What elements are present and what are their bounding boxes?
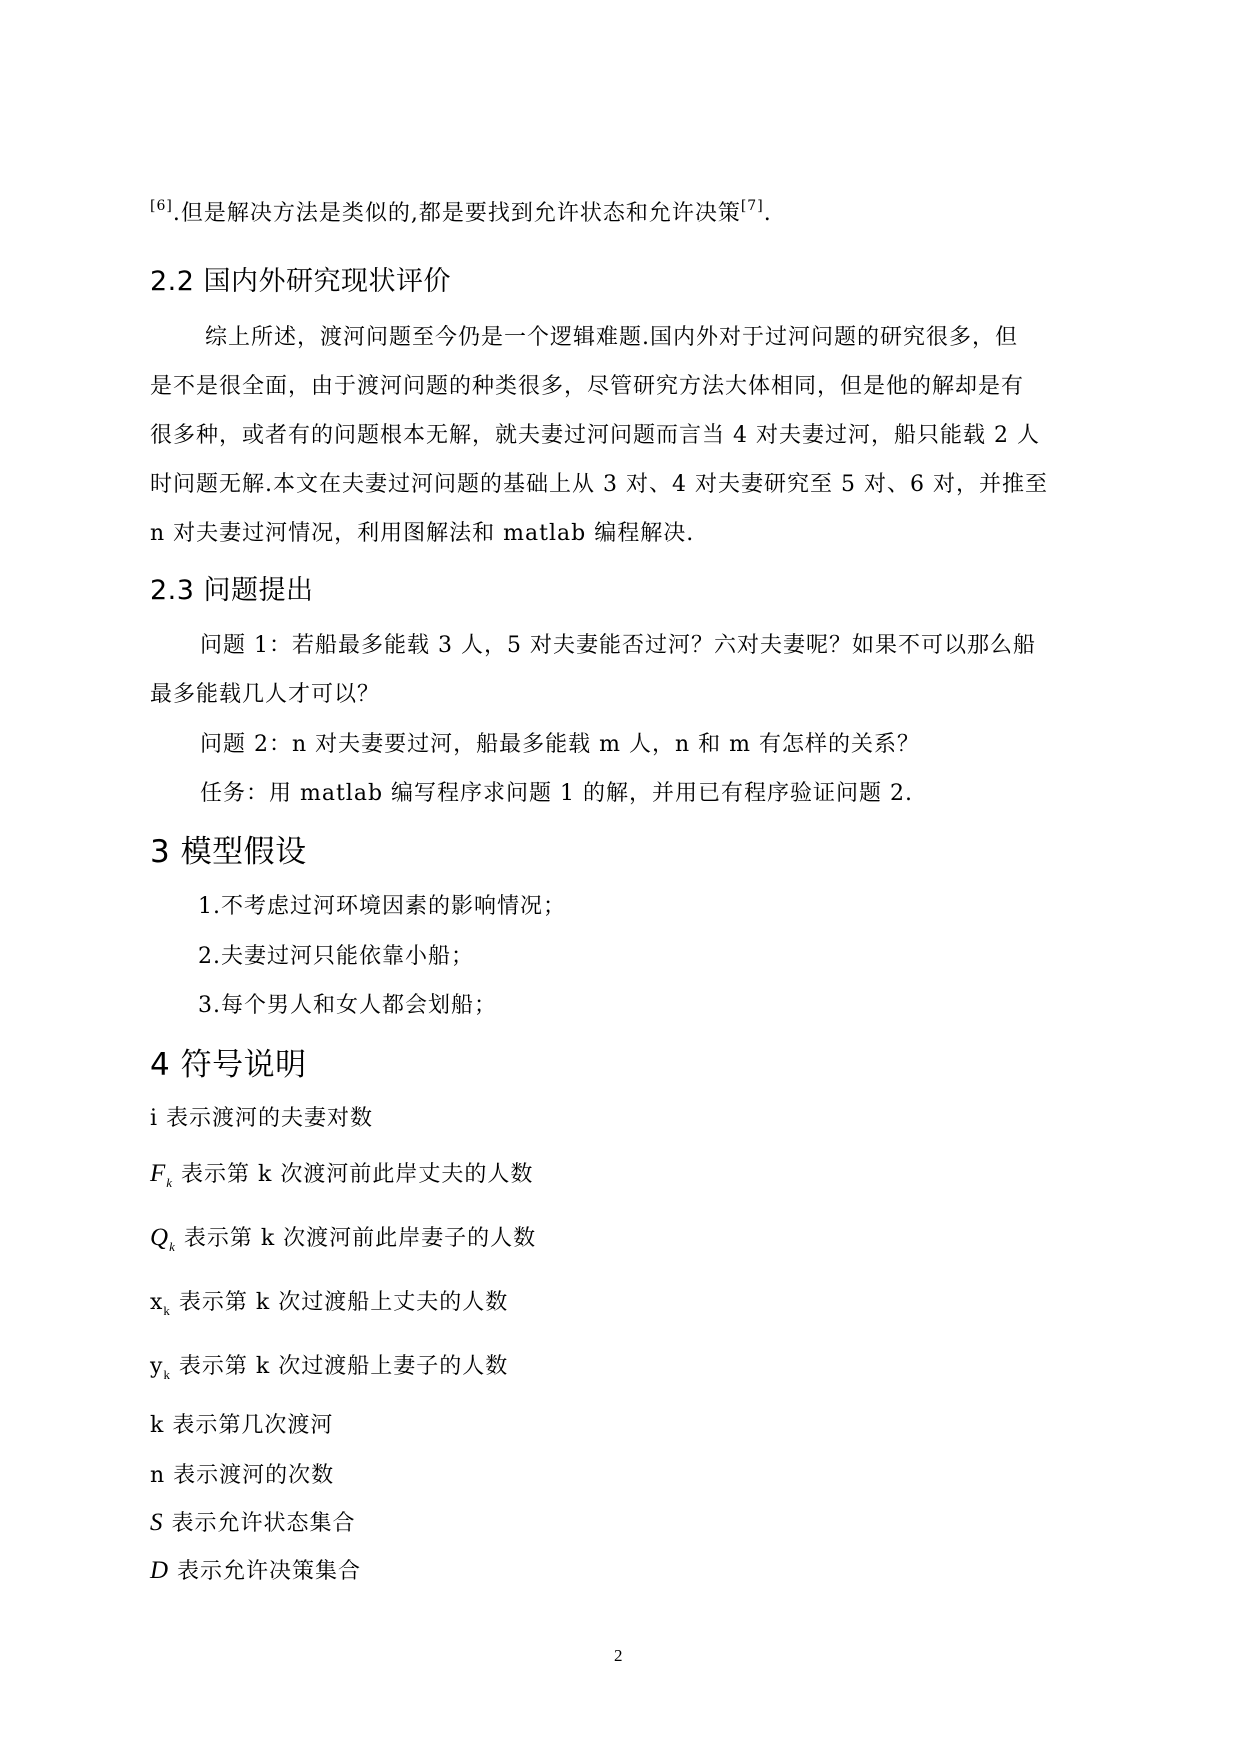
symbol-desc: 表示第 k 次过渡船上丈夫的人数 xyxy=(170,1290,509,1315)
symbol-desc: 表示渡河的次数 xyxy=(165,1463,335,1488)
symbol-subscript: k xyxy=(169,1239,176,1254)
paragraph-line: 任务：用 matlab 编写程序求问题 1 的解，并用已有程序验证问题 2. xyxy=(200,781,914,806)
symbol-desc: 表示第 k 次渡河前此岸丈夫的人数 xyxy=(173,1162,534,1187)
paragraph-line: 问题 1：若船最多能载 3 人，5 对夫妻能否过河？六对夫妻呢？如果不可以那么船 xyxy=(200,633,1036,658)
citation-ref[interactable]: [6] xyxy=(150,198,173,214)
assumption-item: 2.夫妻过河只能依靠小船； xyxy=(198,944,474,969)
symbol-row xyxy=(150,1221,536,1252)
paragraph-line: 是不是很全面，由于渡河问题的种类很多，尽管研究方法大体相同，但是他的解却是有 xyxy=(150,374,1025,399)
carryover-end: . xyxy=(763,201,772,226)
symbol-row xyxy=(150,1408,333,1439)
symbol: n xyxy=(150,1463,166,1488)
symbol-desc: 表示允许状态集合 xyxy=(163,1511,356,1536)
page-number: 2 xyxy=(614,1646,623,1665)
carryover-text: .但是解决方法是类似的,都是要找到允许状态和允许决策 xyxy=(172,201,741,226)
symbol-row xyxy=(150,1554,361,1585)
symbol-row xyxy=(150,1506,356,1537)
symbol-row xyxy=(150,1285,508,1316)
symbol-desc: 表示第几次渡河 xyxy=(164,1413,334,1438)
citation-ref[interactable]: [7] xyxy=(740,198,764,214)
symbol: F xyxy=(150,1160,167,1187)
symbol: S xyxy=(150,1509,164,1536)
symbol-subscript: k xyxy=(163,1303,171,1318)
symbol-desc: 表示第 k 次过渡船上妻子的人数 xyxy=(170,1354,509,1379)
symbol: x xyxy=(150,1290,164,1315)
symbol-row xyxy=(150,1458,334,1489)
section-heading-3: 3 模型假设 xyxy=(150,834,307,870)
section-heading-2-2: 2.2 国内外研究现状评价 xyxy=(150,266,452,297)
symbol: Q xyxy=(150,1224,170,1251)
assumption-item: 3.每个男人和女人都会划船； xyxy=(198,993,497,1018)
symbol: y xyxy=(150,1354,164,1379)
symbol-row xyxy=(150,1101,373,1132)
paragraph-line: 很多种，或者有的问题根本无解，就夫妻过河问题而言当 4 对夫妻过河，船只能载 2 人 xyxy=(150,423,1040,448)
section-heading-2-3: 2.3 问题提出 xyxy=(150,575,314,606)
assumption-item: 1.不考虑过河环境因素的影响情况； xyxy=(198,894,566,919)
symbol: k xyxy=(150,1413,165,1438)
symbol-desc: 表示第 k 次渡河前此岸妻子的人数 xyxy=(175,1226,537,1251)
symbol-desc: 表示允许决策集合 xyxy=(169,1559,362,1584)
symbol: D xyxy=(150,1557,170,1584)
paragraph-line: n 对夫妻过河情况，利用图解法和 matlab 编程解决. xyxy=(150,521,695,546)
symbol-row xyxy=(150,1157,533,1188)
symbol-row xyxy=(150,1349,508,1380)
section-heading-4: 4 符号说明 xyxy=(150,1047,307,1083)
carryover-line xyxy=(150,196,772,227)
paragraph-line: 综上所述，渡河问题至今仍是一个逻辑难题.国内外对于过河问题的研究很多，但 xyxy=(205,325,1018,350)
paragraph-line: 时问题无解.本文在夫妻过河问题的基础上从 3 对、4 对夫妻研究至 5 对、6 对，并推至 xyxy=(150,472,1048,497)
paragraph-line: 最多能载几人才可以？ xyxy=(150,682,381,707)
symbol: i xyxy=(150,1106,159,1131)
paragraph-line: 问题 2：n 对夫妻要过河，船最多能载 m 人，n 和 m 有怎样的关系？ xyxy=(200,732,921,757)
symbol-desc: 表示渡河的夫妻对数 xyxy=(158,1106,374,1131)
symbol-subscript: k xyxy=(166,1175,174,1190)
symbol-subscript: k xyxy=(163,1367,171,1382)
